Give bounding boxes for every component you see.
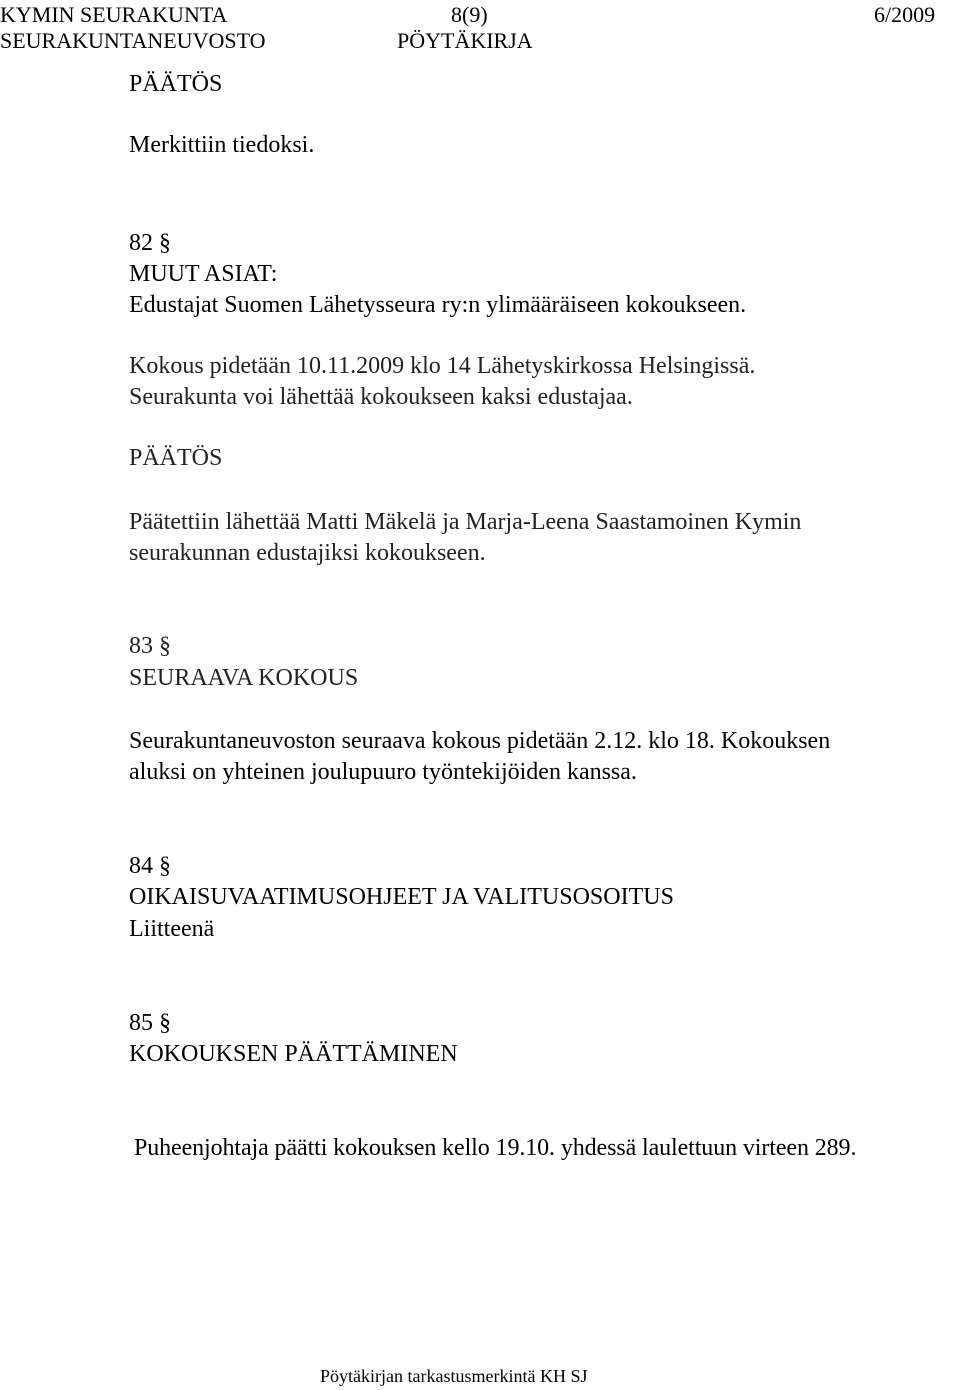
section-82-number: 82 § [129, 230, 171, 256]
section-84-number: 84 § [129, 853, 171, 879]
header-page-number: 8(9) [451, 2, 488, 27]
section-84-title: OIKAISUVAATIMUSOHJEET JA VALITUSOSOITUS [129, 884, 674, 910]
section-82-decision-line-2: seurakunnan edustajiksi kokoukseen. [129, 540, 486, 566]
header-document-type: PÖYTÄKIRJA [397, 28, 533, 53]
footer-inspection-mark: Pöytäkirjan tarkastusmerkintä KH SJ [320, 1366, 588, 1386]
decision-heading: PÄÄTÖS [129, 71, 223, 97]
decision-text: Merkittiin tiedoksi. [129, 132, 315, 158]
header-body-name: SEURAKUNTANEUVOSTO [0, 28, 266, 53]
section-83-title: SEURAAVA KOKOUS [129, 665, 359, 691]
section-82-paragraph-1: Kokous pidetään 10.11.2009 klo 14 Lähetyskirkossa Helsingissä. [129, 353, 756, 379]
section-85-text: Puheenjohtaja päätti kokouksen kello 19.10. yhdessä laulettuun virteen 289. [134, 1135, 857, 1161]
section-85-number: 85 § [129, 1010, 171, 1036]
section-84-text: Liitteenä [129, 916, 215, 942]
header-org: KYMIN SEURAKUNTA [0, 2, 228, 27]
section-85-title: KOKOUKSEN PÄÄTTÄMINEN [129, 1041, 458, 1067]
section-83-line-1: Seurakuntaneuvoston seuraava kokous pidetään 2.12. klo 18. Kokouksen [129, 728, 831, 754]
section-82-decision-heading: PÄÄTÖS [129, 445, 223, 471]
section-83-number: 83 § [129, 633, 171, 659]
section-82-title: MUUT ASIAT: [129, 261, 278, 287]
section-82-subtitle: Edustajat Suomen Lähetysseura ry:n ylimääräiseen kokoukseen. [129, 292, 747, 318]
header-document-number: 6/2009 [874, 2, 936, 27]
section-82-decision-line-1: Päätettiin lähettää Matti Mäkelä ja Marja-Leena Saastamoinen Kymin [129, 509, 802, 535]
section-83-line-2: aluksi on yhteinen joulupuuro työntekijöiden kanssa. [129, 759, 637, 785]
section-82-paragraph-2: Seurakunta voi lähettää kokoukseen kaksi edustajaa. [129, 384, 633, 410]
